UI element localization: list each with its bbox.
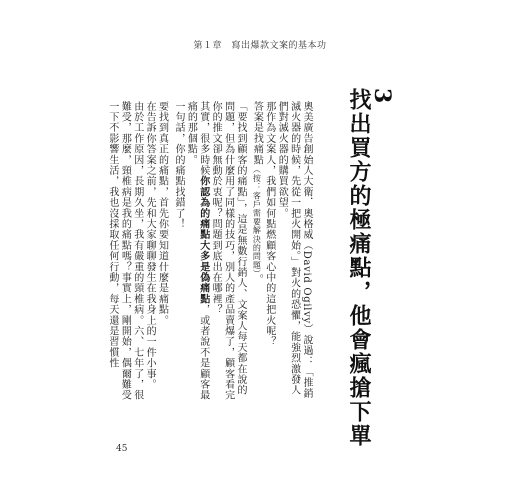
paragraph-text: ，或者說不是顧客最痛的那個點。	[185, 101, 209, 401]
footnote-annotation: （按：客戶需要解決的問題）	[252, 165, 262, 275]
body-text	[106, 101, 312, 401]
chapter-heading	[346, 88, 394, 448]
paragraph-text: 其實，很多時候	[197, 101, 209, 176]
paragraph-text: 答案是找痛點	[251, 101, 263, 166]
paragraph: 「要找到顧客的痛點」，這是無數行銷人、文案人每天都在說的問題，但為什麼用了同樣的技巧，別人的產品賣爆了，顧客看完你的推文卻無動於衷呢？問題到底出在哪裡？	[210, 101, 246, 401]
emphasis-text: 你認為的痛點大多是偽痛點	[197, 175, 209, 305]
paragraph	[184, 101, 209, 401]
running-header: 第１章 寫出爆款文案的基本功	[193, 41, 327, 51]
chapter-title: 找出買方的極痛點，他會瘋搶下單	[346, 88, 371, 448]
paragraph: 奧美廣告創始人大衛．奧格威（David Ogilvy）說過：「推銷滅火器的時候，先從一把火開始。」對火的恐懼，能強烈激發人們對滅火器的購買欲望。	[276, 101, 312, 399]
page-number: 45	[116, 444, 128, 454]
paragraph-text: 。	[251, 274, 263, 286]
paragraph: 由於工作原因，長期久坐，我有嚴重的頸椎病。六、七年了，很難受，那麼，頸椎病是我的痛點嗎？事實上，剛開始，偶爾難受一下不影響生活，我也沒採取任何行動，每天還是習慣性	[106, 101, 143, 401]
chapter-number: 3	[369, 88, 395, 106]
paragraph	[250, 101, 262, 401]
paragraph: 在告訴你答案之前，先和大家聊聊發生在我身上的一件小事。	[144, 101, 156, 390]
paragraph: 那作為文案人，我們如何點燃顧客心中的這把火呢？	[263, 101, 275, 348]
paragraph: 一句話，你的痛點找錯了！	[172, 101, 184, 230]
paragraph: 要找到真正的痛點，首先你要知道什麼是痛點。	[156, 101, 168, 326]
